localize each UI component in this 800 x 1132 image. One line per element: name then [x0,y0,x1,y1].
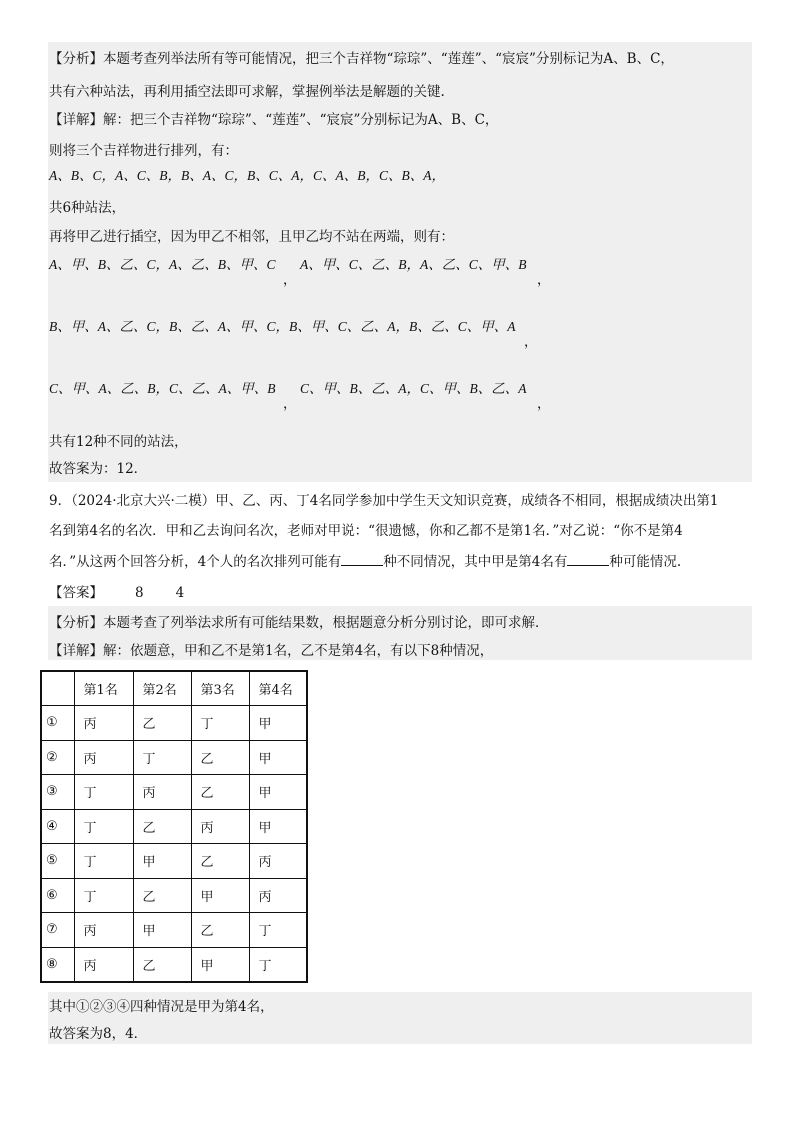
table-cell: 乙 [133,706,191,741]
table-cell: 丁 [133,740,191,775]
table-row [41,740,307,775]
arrangement-row-c-comma1: ， [283,396,297,412]
table-cell: 丙 [191,809,249,844]
table-cell: 丁 [74,844,133,879]
table-cell: 丁 [249,947,307,982]
answer-row [49,584,184,602]
table-cell: ① [41,706,74,741]
table-cell: 丙 [74,706,133,741]
table-cell: 甲 [249,775,307,810]
table-cell: 丁 [249,913,307,948]
table-row [41,809,307,844]
conclusion-line-1: 其中①②③④四种情况是甲为第4名， [49,999,274,1015]
table-cell: ④ [41,809,74,844]
arrangement-row-c-comma2: ， [537,396,551,412]
detail-line-1: 【详解】解：把三个吉祥物“琮琮”、“莲莲”、“宸宸”分别标记为A、B、C， [49,112,499,128]
table-cell: 丙 [74,947,133,982]
analysis-line-2: 共有六种站法，再利用插空法即可求解，掌握例举法是解题的关键. [49,84,445,100]
table-cell: 乙 [133,947,191,982]
permutation-list: A、B、C，A、C、B，B、A、C，B、C、A，C、A、B，C、B、A， [49,168,445,183]
conclusion-line-2: 故答案为8，4． [49,1026,148,1042]
table-cell: 甲 [249,740,307,775]
table-cell: 丙 [249,844,307,879]
table-cell: ⑤ [41,844,74,879]
answer-blank-2[interactable] [567,553,609,566]
table-cell: 乙 [191,913,249,948]
table-cell: ⑦ [41,913,74,948]
question-9-line-1: 9．（2024·北京大兴·二模）甲、乙、丙、丁4名同学参加中学生天文知识竞赛，成绩各不相同，根据成绩决出第1 [49,493,719,509]
table-row [41,844,307,879]
table-cell: 乙 [191,740,249,775]
table-cell: ⑥ [41,878,74,913]
question-9-line-3 [49,553,681,571]
answer-value-2: 4 [175,585,185,601]
table-header-cell: 第4名 [249,671,307,706]
table-header-cell: 第2名 [133,671,191,706]
table-header-cell [41,671,74,706]
table-cell: 丁 [74,878,133,913]
table-cell: 丁 [74,775,133,810]
arrangement-row-b-comma: ， [524,334,538,350]
table-cell: 丁 [191,706,249,741]
question-9-line-3-c: 种可能情况. [609,554,682,570]
question-9-line-2: 名到第4名的名次．甲和乙去询问名次，老师对甲说：“很遗憾，你和乙都不是第1名．”对乙说：“你不是第4 [49,523,683,539]
table-cell: ③ [41,775,74,810]
table-cell: 乙 [133,809,191,844]
table-cell: 丙 [249,878,307,913]
insert-line: 再将甲乙进行插空，因为甲乙不相邻，且甲乙均不站在两端，则有： [49,229,454,245]
arrangement-row-a-comma2: ， [537,272,551,288]
count-line: 共6种站法， [49,200,126,216]
table-cell: 丙 [74,740,133,775]
table-cell: 甲 [249,706,307,741]
solution-analysis: 【分析】本题考查了列举法求所有可能结果数，根据题意分析分别讨论，即可求解． [49,615,549,631]
table-cell: 丁 [74,809,133,844]
table-cell: 丙 [74,913,133,948]
table-cell: 甲 [191,947,249,982]
table-cell: 甲 [133,844,191,879]
question-9-line-3-a: 名．”从这两个回答分析，4个人的名次排列可能有 [49,554,342,570]
answer-value-1: 8 [135,585,144,601]
table-row [41,706,307,741]
table-row [41,913,307,948]
arrangement-row-c-part1: C、甲、A、乙、B，C、乙、A、甲、B [49,381,276,396]
arrangement-row-c-part2: C、甲、B、乙、A，C、甲、B、乙、A [300,381,527,396]
question-9-line-3-b: 种不同情况，其中甲是第4名有 [383,554,568,570]
table-row [41,775,307,810]
table-header-cell: 第1名 [74,671,133,706]
table-cell: ⑧ [41,947,74,982]
arrangement-row-a-part1: A、甲、B、乙、C，A、乙、B、甲、C [49,257,276,272]
arrangement-row-a-part2: A、甲、C、乙、B，A、乙、C、甲、B [300,257,527,272]
solution-detail: 【详解】解：依题意，甲和乙不是第1名，乙不是第4名，有以下8种情况， [49,643,494,659]
answer-line: 故答案为：12． [49,461,148,477]
table-cell: 乙 [191,844,249,879]
table-cell: ② [41,740,74,775]
arrangement-row-a-comma1: ， [283,272,297,288]
table-row [41,947,307,982]
arrangement-row-b: B、甲、A、乙、C，B、乙、A、甲、C，B、甲、C、乙、A，B、乙、C、甲、A [49,319,516,334]
answer-label: 【答案】 [49,585,103,601]
table-row [41,878,307,913]
analysis-line-1: 【分析】本题考查列举法所有等可能情况，把三个吉祥物“琮琮”、“莲莲”、“宸宸”分别标记为A、B、C， [49,51,674,67]
table-cell: 丙 [133,775,191,810]
detail-line-2: 则将三个吉祥物进行排列，有： [49,143,238,159]
table-cell: 甲 [133,913,191,948]
total-line: 共有12种不同的站法， [49,434,188,450]
table-header-row [41,671,307,706]
ranking-table [40,670,308,983]
table-cell: 甲 [191,878,249,913]
table-cell: 乙 [133,878,191,913]
table-header-cell: 第3名 [191,671,249,706]
answer-blank-1[interactable] [341,553,383,566]
table-cell: 乙 [191,775,249,810]
table-cell: 甲 [249,809,307,844]
